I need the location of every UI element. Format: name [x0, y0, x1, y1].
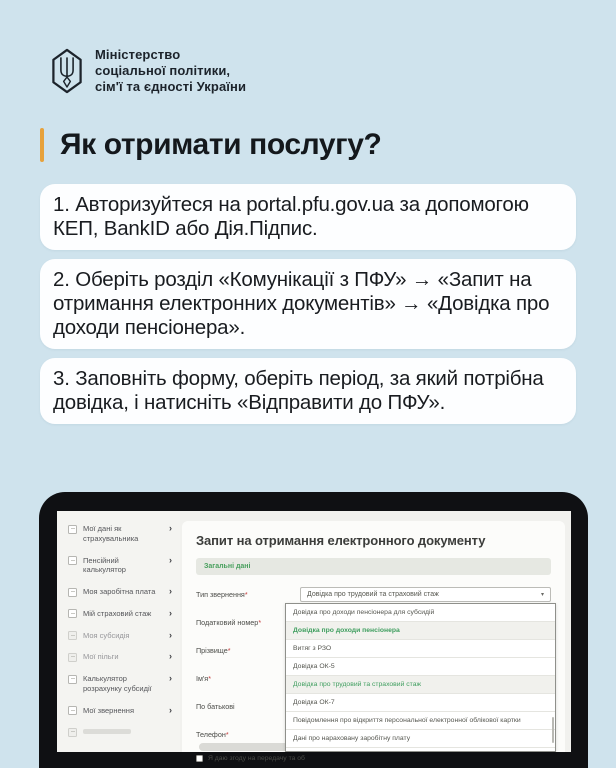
ministry-name — [95, 47, 246, 95]
consent-row — [196, 752, 551, 764]
step-2: 2. Оберіть розділ «Комунікації з ПФУ» → «Запит на отримання електронних документів» → «Довідка про доходи пенсіонера». — [40, 259, 576, 349]
chevron-down-icon: ▾ — [540, 592, 544, 598]
dropdown-option-8[interactable]: Дані про нараховану заробітну плату — [286, 730, 555, 748]
chevron-right-icon: › — [169, 651, 172, 662]
sidebar-item-my-benefits[interactable] — [57, 646, 180, 668]
envelope-icon — [68, 706, 77, 715]
ministry-name-line3: сім'ї та єдності України — [95, 78, 247, 94]
sidebar-item-label: Мої звернення — [83, 705, 135, 715]
step-3: 3. Заповніть форму, оберіть період, за який потрібна довідка, і натисніть «Відправити до ПФУ». — [40, 358, 576, 424]
portal-screen — [57, 511, 571, 762]
sidebar-item-label: Мій страховий стаж — [83, 608, 152, 618]
ministry-brand — [52, 47, 246, 95]
label-text: Прізвище — [196, 646, 228, 655]
chevron-right-icon: › — [169, 704, 172, 715]
folder-icon — [68, 675, 77, 684]
required-asterisk: * — [258, 618, 262, 627]
dropdown-option-2-highlighted[interactable]: Довідка про доходи пенсіонера — [286, 622, 555, 640]
steps-list — [40, 184, 576, 424]
form-row-request-type — [196, 584, 551, 605]
laptop-frame — [39, 492, 588, 768]
dropdown-option-3[interactable]: Витяг з РЗО — [286, 640, 555, 658]
required-asterisk: * — [225, 730, 229, 739]
label-text: Тип звернення — [196, 590, 245, 599]
chevron-right-icon: › — [169, 607, 172, 618]
required-asterisk: * — [227, 646, 231, 655]
chevron-right-icon: › — [169, 523, 172, 533]
sidebar-item-label: Мої дані як страхувальника — [83, 524, 139, 543]
required-asterisk: * — [208, 674, 212, 683]
chevron-right-icon: › — [169, 554, 172, 565]
dropdown-option-4[interactable]: Довідка ОК-5 — [286, 658, 555, 676]
ministry-name-line2: соціальної політики, — [95, 62, 231, 78]
title-block — [40, 128, 382, 162]
sidebar-item-partial[interactable] — [57, 721, 180, 743]
sidebar-item-subsidy-calculator[interactable] — [57, 668, 180, 700]
step-1: 1. Авторизуйтеся на portal.pfu.gov.ua за допомогою КЕП, BankID або Дія.Підпис. — [40, 184, 576, 250]
portal-page-title: Запит на отримання електронного документу — [196, 533, 486, 548]
field-label-request-type — [196, 590, 300, 599]
dropdown-option-1[interactable]: Довідка про доходи пенсіонера для субсидій — [286, 604, 555, 622]
section-badge-general-data: Загальні дані — [196, 558, 551, 575]
portal-main-content — [182, 521, 565, 762]
request-type-select[interactable] — [300, 587, 551, 602]
sidebar-item-label: Калькулятор розрахунку субсидії — [83, 674, 152, 693]
label-text: Телефон — [196, 730, 226, 739]
tryzub-shield-icon — [52, 48, 82, 94]
chevron-right-icon: › — [169, 673, 172, 683]
sidebar-item-pension-calculator[interactable] — [57, 550, 180, 582]
required-asterisk: * — [244, 590, 248, 599]
document-icon — [68, 525, 77, 534]
sidebar-item-my-salary[interactable] — [57, 581, 180, 603]
sidebar-item-my-insurer-data[interactable] — [57, 518, 180, 550]
dropdown-scrollbar-thumb[interactable] — [552, 717, 554, 743]
dropdown-option-5-selected[interactable]: Довідка про трудовий та страховий стаж — [286, 676, 555, 694]
folder-icon — [68, 631, 77, 640]
label-text: Ім'я — [196, 674, 209, 683]
folder-icon — [68, 653, 77, 662]
calculator-icon — [68, 556, 77, 565]
consent-checkbox[interactable] — [196, 755, 203, 762]
ministry-name-line1: Міністерство — [95, 47, 181, 62]
sidebar-item-cutoff-placeholder — [83, 729, 131, 734]
sidebar-item-my-subsidy[interactable] — [57, 625, 180, 647]
page-title: Як отримати послугу? — [60, 128, 382, 161]
folder-icon — [68, 728, 77, 737]
sidebar-item-label: Моя заробітна плата — [83, 587, 156, 596]
dropdown-option-7[interactable]: Повідомлення про відкриття персональної електронної облікової картки — [286, 712, 555, 730]
sidebar-item-label: Мої пільги — [83, 652, 119, 662]
sidebar-item-label: Моя субсидія — [83, 630, 130, 640]
calendar-icon — [68, 609, 77, 618]
chevron-right-icon: › — [169, 629, 172, 640]
label-text: Податковий номер — [196, 618, 259, 627]
wallet-icon — [68, 588, 77, 597]
sidebar-item-label: Пенсійний калькулятор — [83, 555, 126, 575]
chevron-right-icon: › — [169, 586, 172, 596]
request-type-selected-value: Довідка про трудовий та страховий стаж — [307, 591, 439, 598]
title-accent-bar — [40, 128, 44, 162]
consent-label: Я даю згоду на передачу та об — [208, 754, 305, 762]
request-type-dropdown-list — [285, 603, 556, 752]
label-text: По батькові — [196, 702, 235, 711]
sidebar-item-my-insurance-record[interactable] — [57, 603, 180, 625]
portal-sidebar — [57, 511, 180, 752]
sidebar-item-my-requests[interactable] — [57, 700, 180, 722]
dropdown-option-6[interactable]: Довідка ОК-7 — [286, 694, 555, 712]
field-control — [300, 587, 551, 602]
